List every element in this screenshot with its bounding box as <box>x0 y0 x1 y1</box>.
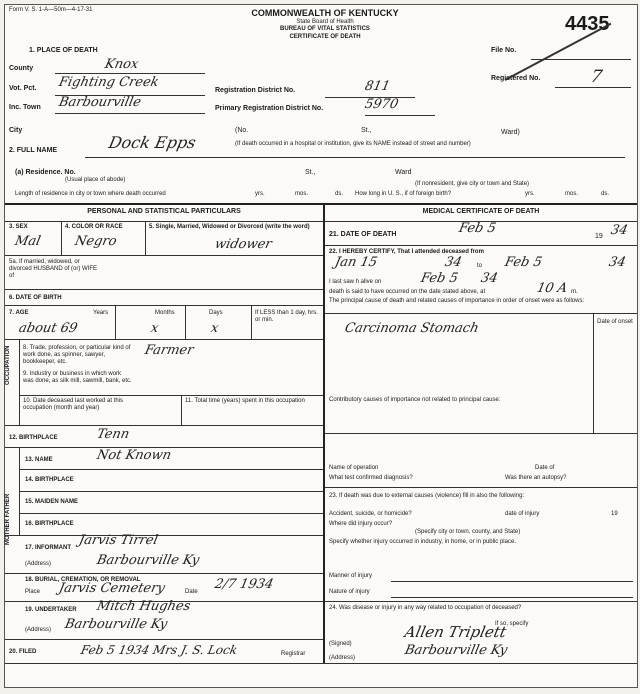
county-label: County <box>9 65 34 72</box>
last-saw-value: Feb 5 <box>419 271 460 286</box>
undertaker-address-value: Barbourville Ky <box>63 617 169 632</box>
accident-label: Accident, suicide, or homicide? <box>329 511 412 517</box>
death-time-value: 10 A <box>535 281 569 296</box>
length-of-residence-label: Length of residence in city or town where death occurred <box>15 191 166 197</box>
primary-district-value: 5970 <box>363 97 400 112</box>
city-ward-label: Ward) <box>501 129 520 136</box>
certificate-title: CERTIFICATE OF DEATH <box>289 34 361 40</box>
days-label: Days <box>209 310 223 316</box>
residence-mos: mos. <box>295 191 309 197</box>
nature-label: Nature of injury <box>329 589 370 595</box>
filed-label: 20. FILED <box>9 649 37 655</box>
hospital-note: (If death occurred in a hospital or institution, give its NAME instead of street and number) <box>235 141 471 147</box>
bureau-name: BUREAU OF VITAL STATISTICS <box>280 26 370 32</box>
attended-from-year: 34 <box>443 255 464 270</box>
burial-place-value: Jarvis Cemetery <box>57 581 167 596</box>
total-time-label: 11. Total time (years) spent in this occupation <box>185 398 305 404</box>
principal-cause-label: The principal cause of death and related causes of importance in order of onset were as follows: <box>329 298 585 304</box>
residence-st-label: St., <box>305 169 316 176</box>
nonresident-note: (If nonresident, give city or town and State) <box>415 181 530 187</box>
birthplace-value: Tenn <box>95 427 131 442</box>
marital-label: 5. Single, Married, Widowed or Divorced (write the word) <box>149 224 310 230</box>
residence-ds: ds. <box>335 191 344 197</box>
physician-address-value: Barbourville Ky <box>403 643 509 658</box>
mother-birthplace-label: 16. BIRTHPLACE <box>25 521 74 527</box>
contributory-label: Contributory causes of importance not related to principal cause: <box>329 397 501 403</box>
commonwealth-title: COMMONWEALTH OF KENTUCKY <box>251 8 399 18</box>
us-residence-label: How long in U. S., if of foreign birth? <box>355 191 452 197</box>
dob-label: 6. DATE OF BIRTH <box>9 295 62 301</box>
city-label: City <box>9 127 23 134</box>
death-time-suffix: m. <box>571 289 578 295</box>
full-name-value: Dock Epps <box>106 133 198 152</box>
reg-district-label: Registration District No. <box>215 87 296 94</box>
death-said-label: death is said to have occurred on the date stated above, at <box>329 289 486 295</box>
registered-no-label: Registered No. <box>491 75 541 82</box>
if-so-label: If so, specify <box>495 621 529 627</box>
occupation-side-label: OCCUPATION <box>5 345 11 385</box>
injury-date-label: date of injury <box>505 511 540 517</box>
us-yrs: yrs. <box>525 191 535 197</box>
death-certificate <box>4 4 638 688</box>
us-ds: ds. <box>601 191 610 197</box>
date-of-death-value: Feb 5 <box>457 221 498 236</box>
usual-abode-note: (Usual place of abode) <box>65 177 126 183</box>
burial-date-label: Date <box>185 589 198 595</box>
where-label: Where did injury occur? <box>329 521 393 527</box>
informant-value: Jarvis Tirrel <box>77 533 160 548</box>
father-name-label: 13. NAME <box>25 457 53 463</box>
last-saw-year: 34 <box>479 271 500 286</box>
months-label: Months <box>155 310 175 316</box>
occupation-related-label: 24. Was disease or injury in any way related to occupation of deceased? <box>329 605 522 611</box>
color-value: Negro <box>73 234 119 249</box>
signed-label: (Signed) <box>329 641 352 647</box>
city-st-label: St., <box>361 127 372 134</box>
sex-value: Mal <box>13 234 42 249</box>
external-causes-label: 23. If death was due to external causes (violence) fill in also the following: <box>329 493 525 499</box>
registrar-label: Registrar <box>281 651 306 657</box>
informant-address-label: (Address) <box>25 561 52 567</box>
age-label: 7. AGE <box>9 310 29 316</box>
age-years-value: about 69 <box>17 321 79 336</box>
vot-value: Fighting Creek <box>57 75 161 90</box>
spouse-label: 5a. If married, widowed, or divorced HUSBAND of (or) WIFE of <box>9 259 98 279</box>
principal-cause-value: Carcinoma Stomach <box>343 321 481 336</box>
mother-maiden-label: 15. MAIDEN NAME <box>25 499 79 505</box>
specify-label: Specify whether injury occurred in industry, in home, or in public place. <box>329 539 516 545</box>
physician-address-label: (Address) <box>329 655 356 661</box>
board-name: State Board of Health <box>296 19 354 25</box>
last-worked-label: 10. Date deceased last worked at this occupation (month and year) <box>23 398 124 411</box>
birthplace-label: 12. BIRTHPLACE <box>9 435 58 441</box>
undertaker-label: 19. UNDERTAKER <box>25 607 77 613</box>
trade-label: 8. Trade, profession, or particular kind of work done, as spinner, sawyer, bookkeeper, etc. <box>23 345 131 365</box>
file-no-label: File No. <box>491 47 517 54</box>
filed-value: Feb 5 1934 Mrs J. S. Lock <box>79 643 239 657</box>
where-note: (Specify city or town, county, and State) <box>415 529 521 535</box>
medical-section-title: MEDICAL CERTIFICATE OF DEATH <box>422 208 540 215</box>
attended-to-value: Feb 5 <box>503 255 544 270</box>
date-onset-label: Date of onset <box>597 319 633 325</box>
stamp-number: 4435 <box>565 13 610 35</box>
inc-value: Barbourville <box>57 95 143 110</box>
death-year-value: 34 <box>609 223 630 238</box>
attended-to-year: 34 <box>607 255 628 270</box>
form-id: Form V. S. 1-A—50m—4-17-31 <box>9 7 93 13</box>
operation-label: Name of operation <box>329 465 379 471</box>
marital-value: widower <box>213 237 274 252</box>
us-mos: mos. <box>565 191 579 197</box>
father-birthplace-label: 14. BIRTHPLACE <box>25 477 74 483</box>
father-name-value: Not Known <box>95 448 173 463</box>
autopsy-label: Was there an autopsy? <box>505 475 567 481</box>
informant-label: 17. INFORMANT <box>25 545 72 551</box>
informant-address-value: Barbourville Ky <box>95 553 201 568</box>
sex-label: 3. SEX <box>9 224 28 230</box>
certify-label: 22. I HEREBY CERTIFY, That I attended deceased from <box>329 249 484 255</box>
undertaker-value: Mitch Hughes <box>95 599 192 614</box>
manner-label: Manner of injury <box>329 573 373 579</box>
reg-district-value: 811 <box>363 79 392 94</box>
vot-label: Vot. Pct. <box>9 85 37 92</box>
years-label: Years <box>93 310 109 316</box>
burial-date-value: 2/7 1934 <box>213 577 275 592</box>
inc-label: Inc. Town <box>9 104 41 111</box>
place-of-death-label: 1. PLACE OF DEATH <box>29 47 98 54</box>
county-value: Knox <box>103 57 140 72</box>
attended-from-value: Jan 15 <box>333 255 379 270</box>
city-no-label: (No. <box>235 127 249 134</box>
personal-section-title: PERSONAL AND STATISTICAL PARTICULARS <box>87 208 241 215</box>
residence-yrs: yrs. <box>255 191 265 197</box>
industry-label: 9. Industry or business in which work was done, as silk mill, sawmill, bank, etc. <box>23 371 132 384</box>
age-days-value: x <box>209 321 220 336</box>
registered-no: 7 <box>588 67 604 87</box>
test-label: What test confirmed diagnosis? <box>329 475 413 481</box>
less-than-label: If LESS than 1 day, hrs. or min. <box>255 310 318 323</box>
primary-district-label: Primary Registration District No. <box>215 105 324 112</box>
date-of-death-label: 21. DATE OF DEATH <box>329 231 397 238</box>
residence-label: (a) Residence. No. <box>15 169 76 176</box>
age-months-value: x <box>149 321 160 336</box>
trade-value: Farmer <box>143 343 195 358</box>
full-name-label: 2. FULL NAME <box>9 147 58 154</box>
last-saw-label: I last saw h alive on <box>329 279 382 285</box>
injury-year-prefix: 19 <box>611 511 618 517</box>
parents-side-label: MOTHER FATHER <box>5 493 11 545</box>
residence-ward-label: Ward <box>395 169 412 176</box>
physician-signature: Allen Triplett <box>403 623 508 641</box>
burial-label: 18. BURIAL, CREMATION, OR REMOVAL <box>25 577 141 583</box>
undertaker-address-label: (Address) <box>25 627 52 633</box>
burial-place-label: Place <box>25 589 41 595</box>
color-label: 4. COLOR OR RACE <box>65 224 123 230</box>
death-year-prefix: 19 <box>595 233 603 240</box>
operation-date-label: Date of <box>535 465 555 471</box>
attended-to-label: to <box>477 263 483 269</box>
